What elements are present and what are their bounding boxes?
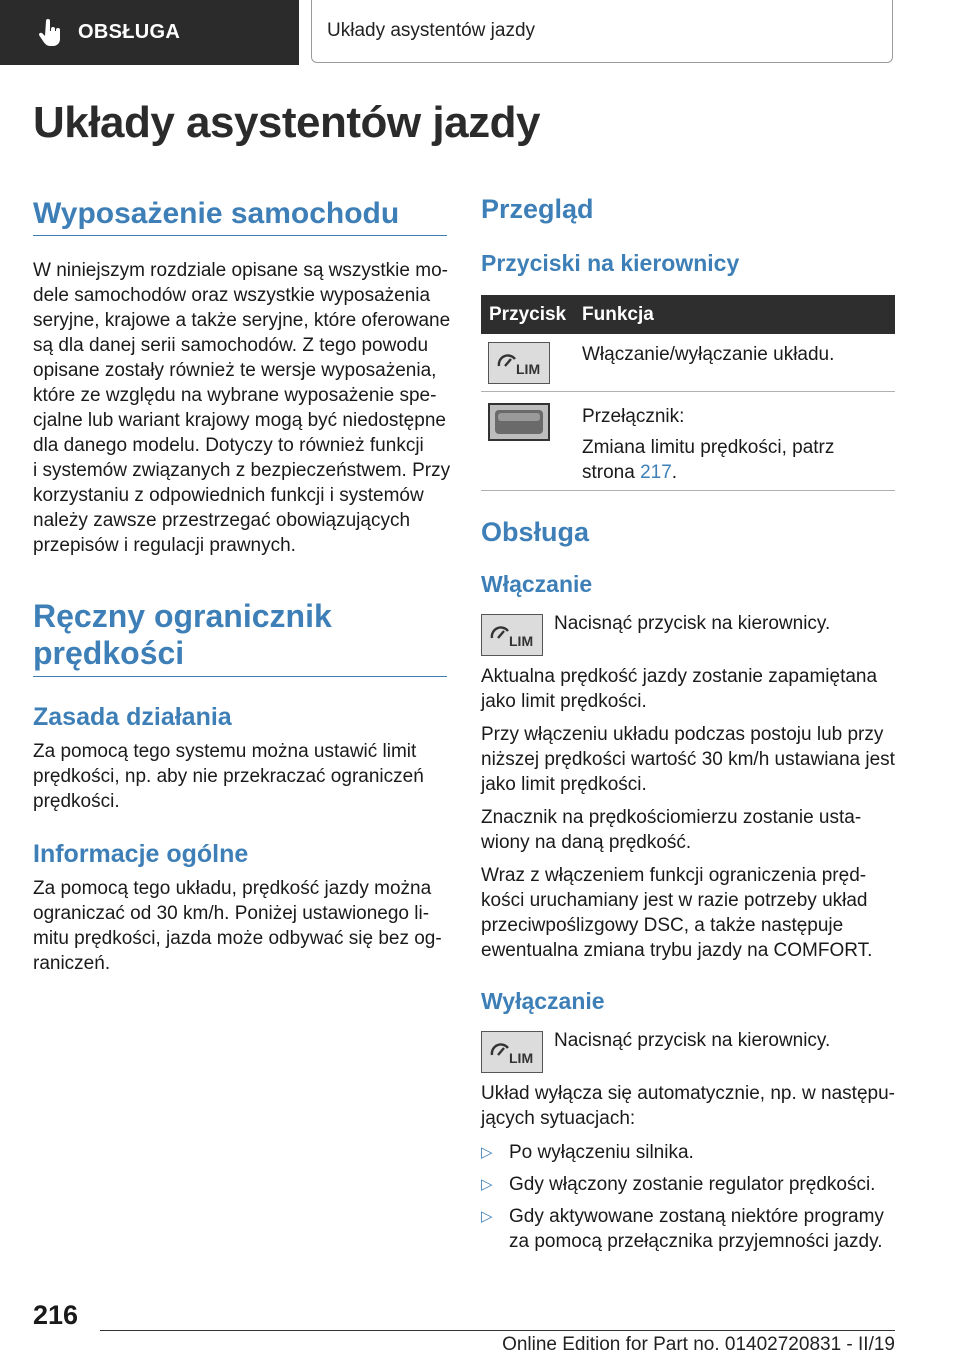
text-line: jących sytuacjach:	[481, 1108, 636, 1129]
triangle-bullet-icon: ▷	[481, 1208, 493, 1225]
text-line: są dla danej serii samochodów. Z tego powodu	[33, 335, 429, 356]
text-line: seryjne, krajowe a także seryjne, które oferowane	[33, 310, 451, 331]
equipment-heading: Wyposażenie samochodu	[33, 197, 400, 230]
text-line: które ze względu na wybrane wyposażenie spe-	[33, 385, 437, 406]
triangle-bullet-icon: ▷	[481, 1144, 493, 1161]
text-line: dele samochodów oraz wszystkie wyposażenia	[33, 285, 431, 306]
text-line: cjalne lub wariant krajowy mogą być niedostępne	[33, 410, 446, 431]
page-link[interactable]: 217	[640, 462, 672, 483]
text-line: jako limit prędkości.	[481, 691, 647, 712]
section-tab	[0, 0, 299, 65]
row2-function-text: Zmiana limitu prędkości, patrz	[582, 437, 835, 458]
text-line: dla danego modelu. Dotyczy to również funkcji	[33, 435, 424, 456]
table-bottom-rule	[481, 490, 895, 491]
triangle-bullet-icon: ▷	[481, 1176, 493, 1193]
footer-rule	[100, 1330, 895, 1331]
text-line: ewentualna zmiana trybu jazdy na COMFORT.	[481, 940, 873, 961]
lim-icon	[484, 1035, 540, 1069]
limiter-heading-line1: Ręczny ogranicznik	[33, 598, 332, 634]
heading-rule	[33, 235, 447, 236]
page-title: Układy asystentów jazdy	[33, 98, 540, 147]
switch-on-instruction: Nacisnąć przycisk na kierownicy.	[554, 613, 831, 634]
text-line: ograniczać od 30 km/h. Poniżej ustawionego li-	[33, 903, 430, 924]
text-line: Za pomocą tego układu, prędkość jazdy można	[33, 878, 432, 899]
switch-off-instruction: Nacisnąć przycisk na kierownicy.	[554, 1030, 831, 1051]
row2-function-page: strona 217.	[582, 462, 678, 483]
text-line: przepisów i regulacji prawnych.	[33, 535, 296, 556]
row1-function: Włączanie/wyłączanie układu.	[582, 344, 835, 365]
lim-button-image	[488, 342, 550, 384]
text-line: opisane zostały również te wersje wyposażenia,	[33, 360, 437, 381]
text-line: korzystaniu z odpowiednich funkcji i systemów	[33, 485, 424, 506]
text-line: Znacznik na prędkościomierzu zostanie usta-	[481, 807, 862, 828]
switch-on-heading: Włączanie	[481, 571, 593, 597]
lim-button-image	[481, 614, 543, 656]
svg-text:LIM: LIM	[516, 361, 541, 377]
rocker-switch-icon	[490, 405, 548, 439]
heading-rule	[33, 676, 447, 677]
table-header	[481, 295, 895, 334]
svg-text:LIM: LIM	[509, 1050, 534, 1066]
text-line: i systemów związanych z bezpieczeństwem. Przy	[33, 460, 451, 481]
text-line: mitu prędkości, jazda może odbywać się bez og-	[33, 928, 442, 949]
operation-heading: Obsługa	[481, 517, 590, 547]
text-line: Za pomocą tego systemu można ustawić limit	[33, 741, 417, 762]
general-info-heading: Informacje ogólne	[33, 840, 249, 868]
text-line: należy zawsze przestrzegać obowiązujących	[33, 510, 411, 531]
overview-heading: Przegląd	[481, 194, 594, 224]
breadcrumb	[311, 0, 893, 63]
text-line: przeciwpoślizgowy DSC, a także następuje	[481, 915, 844, 936]
buttons-heading: Przyciski na kierownicy	[481, 250, 740, 276]
text-line: raniczeń.	[33, 953, 111, 974]
column-header-button: Przycisk	[489, 304, 567, 325]
column-header-function: Funkcja	[582, 304, 654, 325]
section-label: OBSŁUGA	[78, 21, 181, 43]
switch-off-heading: Wyłączanie	[481, 988, 605, 1014]
text-line: prędkości, np. aby nie przekraczać ograniczeń	[33, 766, 424, 787]
footer-edition: Online Edition for Part no. 01402720831 - II/19	[502, 1334, 895, 1355]
text-line: Przy włączeniu układu podczas postoju lub przy	[481, 724, 884, 745]
text-line: wiony na daną prędkość.	[481, 832, 692, 853]
breadcrumb-text: Układy asystentów jazdy	[327, 20, 536, 41]
text-line: W niniejszym rozdziale opisane są wszystkie mo-	[33, 260, 448, 281]
list-item-continuation: za pomocą przełącznika przyjemności jazdy.	[509, 1231, 883, 1252]
table-row-divider	[481, 391, 895, 392]
principle-heading: Zasada działania	[33, 703, 232, 731]
row2-function-label: Przełącznik:	[582, 406, 685, 427]
limiter-heading-line2: prędkości	[33, 635, 185, 671]
text-line: Wraz z włączeniem funkcji ograniczenia pręd-	[481, 865, 867, 886]
svg-text:LIM: LIM	[509, 633, 534, 649]
text-line: Aktualna prędkość jazdy zostanie zapamiętana	[481, 666, 878, 687]
text-line: kości uruchamiany jest w razie potrzeby układ	[481, 890, 868, 911]
lim-button-image	[481, 1031, 543, 1073]
lim-icon	[491, 346, 547, 380]
text-line: niższej prędkości wartość 30 km/h ustawiana jest	[481, 749, 895, 770]
lim-icon	[484, 618, 540, 652]
text-line: Układ wyłącza się automatycznie, np. w następu-	[481, 1083, 895, 1104]
page-number: 216	[33, 1300, 79, 1330]
text-line: jako limit prędkości.	[481, 774, 647, 795]
rocker-switch-image	[488, 403, 550, 441]
hand-pointer-icon	[36, 18, 66, 48]
text-line: prędkości.	[33, 791, 120, 812]
